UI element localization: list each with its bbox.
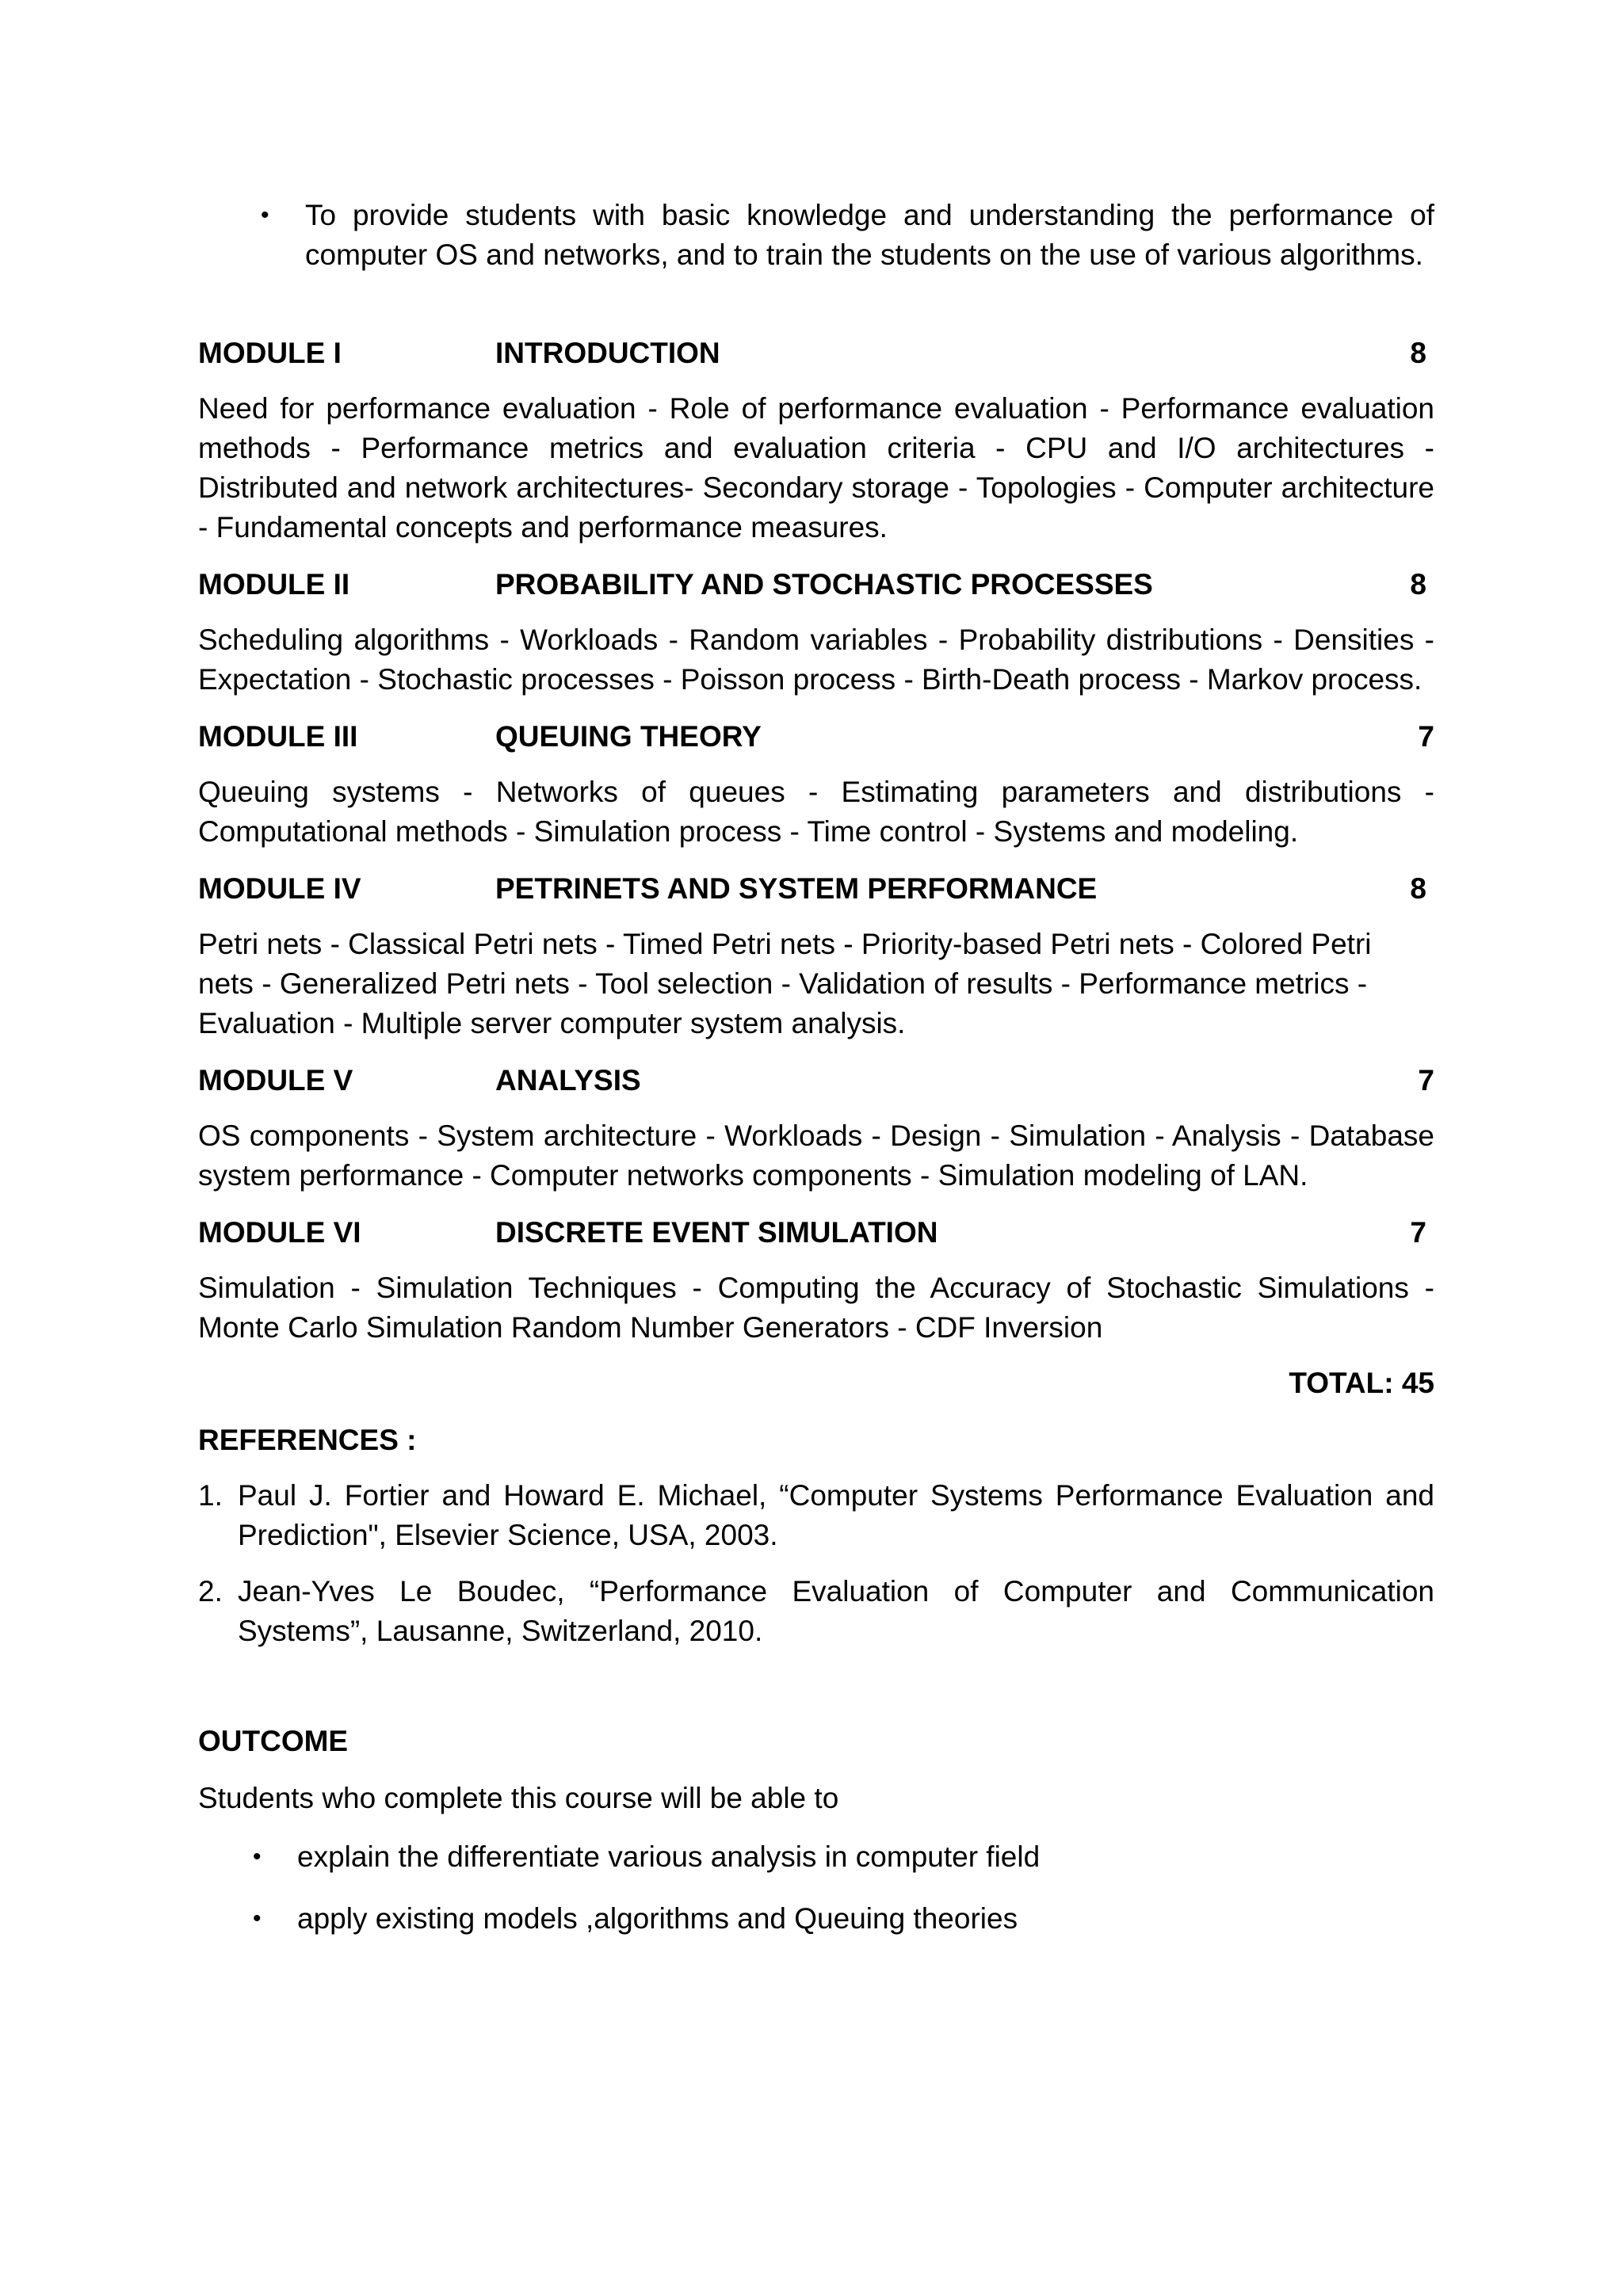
module-hours: 8 [1410,872,1426,905]
module-title: ANALYSIS [495,1064,641,1097]
reference-text: Paul J. Fortier and Howard E. Michael, “Computer Systems Performance Evaluation and Prediction", Elsevier Science, USA, 2003. [238,1479,1434,1551]
references-heading: REFERENCES : [198,1424,417,1456]
module-title: PROBABILITY AND STOCHASTIC PROCESSES [495,568,1153,601]
module-title: PETRINETS AND SYSTEM PERFORMANCE [495,872,1098,905]
module-title: DISCRETE EVENT SIMULATION [495,1216,938,1249]
module-hours: 7 [1418,720,1434,753]
spacer [198,1668,1434,1722]
module-content: Simulation - Simulation Techniques - Computing the Accuracy of Stochastic Simulations - Monte Carlo Simulation Random Number Generators - CDF Inversion [198,1272,1434,1344]
reference-text: Jean-Yves Le Boudec, “Performance Evaluation of Computer and Communication Systems”, Lausanne, Switzerland, 2010. [238,1575,1434,1647]
module-number: MODULE V [198,1064,353,1097]
module-hours: 7 [1410,1216,1426,1249]
module-content: Petri nets - Classical Petri nets - Timed Petri nets - Priority-based Petri nets - Colored Petri nets - Generalized Petri nets - Tool selection - Validation of results - Performance metrics -Evaluation - Multiple server computer system analysis. [198,928,1372,1039]
objective-item [261,196,1434,275]
reference-item [198,1476,1434,1555]
objective-text: To provide students with basic knowledge and understanding the performance of computer OS and networks, and to train the students on the use of various algorithms. [305,199,1434,271]
module-content: OS components - System architecture - Workloads - Design - Simulation - Analysis - Database system performance - Computer networks components - Simulation modeling of LAN. [198,1119,1434,1192]
outcome-text: explain the differentiate various analysis in computer field [297,1840,1041,1873]
module-number: MODULE II [198,568,350,601]
module-title: QUEUING THEORY [495,720,762,753]
bullet-icon: • [261,202,269,228]
module-number: MODULE I [198,337,342,369]
outcome-item [253,1899,1434,1939]
bullet-icon: • [253,1844,262,1870]
module-number: MODULE VI [198,1216,361,1249]
references-list [198,1476,1434,1651]
module-heading [198,717,1434,757]
page-content [198,196,1434,1961]
module-content: Scheduling algorithms - Workloads - Random variables - Probability distributions - Densities - Expectation - Stochastic processes - Poisson process - Birth-Death process - Markov process. [198,624,1434,696]
module-hours: 8 [1410,568,1426,601]
module-number: MODULE IV [198,872,361,905]
module-hours: 7 [1418,1064,1434,1097]
module-title: INTRODUCTION [495,337,720,369]
module-heading [198,869,1434,909]
objectives-list [198,196,1434,275]
total-hours: TOTAL: 45 [1289,1367,1434,1399]
outcome-heading: OUTCOME [198,1725,349,1757]
bullet-icon: • [253,1905,262,1932]
reference-item [198,1572,1434,1651]
reference-number: 1. [198,1479,223,1512]
module-hours: 8 [1410,337,1426,369]
outcome-item [253,1837,1434,1877]
reference-number: 2. [198,1575,223,1608]
outcome-text: apply existing models ,algorithms and Queuing theories [297,1902,1018,1935]
module-heading [198,334,1434,373]
module-heading [198,1061,1434,1100]
spacer [198,275,1434,334]
module-heading [198,1213,1434,1253]
outcome-intro: Students who complete this course will be able to [198,1782,839,1814]
module-content: Need for performance evaluation - Role of performance evaluation - Performance evaluation methods - Performance metrics and evaluation criteria - CPU and I/O architectures - Distributed and network architectures- Secondary storage - Topologies - Computer architecture - Fundamental concepts and performance measures. [198,392,1434,543]
module-number: MODULE III [198,720,358,753]
outcome-list [198,1837,1434,1939]
module-content: Queuing systems - Networks of queues - Estimating parameters and distributions - Computational methods - Simulation process - Time control - Systems and modeling. [198,776,1434,848]
module-heading [198,565,1434,605]
